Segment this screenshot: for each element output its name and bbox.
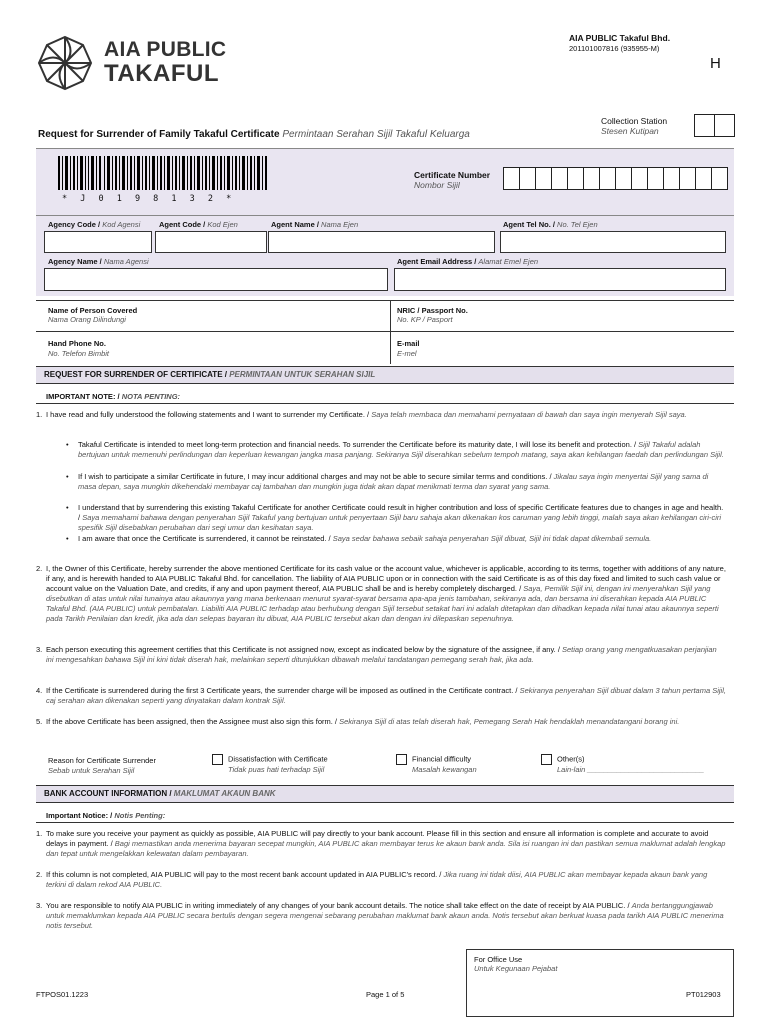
certificate-number-label-ms: Nombor Sijil [414, 180, 460, 190]
doc-ref: PT012903 [686, 990, 721, 999]
certificate-number-label: Certificate Number [414, 170, 491, 180]
corner-letter: H [710, 55, 721, 72]
collection-station-label: Collection Station [601, 116, 668, 126]
checkbox-icon[interactable] [212, 754, 223, 765]
bullet-2: • If I wish to participate a similar Certificate in future, I may incur additional charges and may not be able to secure similar terms and conditions. / Jikalau saya ingin menyertai Sijil yang sama di masa depan, saya mungkin dikehendaki membayar caj tambahan dan mungkin juga tidak akan dapat menikmati terma dan syarat yang sama. [66, 472, 709, 491]
divider [390, 300, 391, 364]
surrender-point-3: 3. Each person executing this agreement certifies that this Certificate is not assigned now, except as indicated below by the signature of the assignee, if any. / Setiap orang yang mengatkuasakan perjanjian ini mengesahkan bahawa Sijil ini kini tidak diserah hak, melainkan seperti ditunjukkan dibawah melalui tandatangan pemegang serah hak, jika ada. [36, 645, 717, 664]
divider [36, 331, 734, 332]
bank-section-header: BANK ACCOUNT INFORMATION / MAKLUMAT AKAUN BANK [36, 785, 734, 803]
agency-code-input[interactable] [44, 231, 152, 253]
reason-option-dissatisfaction[interactable]: Dissatisfaction with Certificate [212, 754, 328, 765]
bank-important-notice: Important Notice: / Notis Penting: [46, 811, 166, 820]
bank-point-3: 3. You are responsible to notify AIA PUBLIC in writing immediately of any changes of your bank account details. The notice shall take effect on the date of receipt by AIA PUBLIC. / Anda bertanggungjawab untuk memaklumkan kepada AIA PUBLIC secara bertulis dengan segera mengenai sebarang perubahan maklumat bank akaun anda. Notis tersebut akan berkuat kuasa pada tarikh AIA PUBLIC menerima notis tersebut. [36, 901, 724, 930]
company-logo-icon [36, 34, 94, 92]
reason-label: Reason for Certificate Surrender [48, 756, 156, 765]
reason-label-ms: Sebab untuk Serahan Sijil [48, 766, 135, 775]
phone-label: Hand Phone No. [48, 339, 106, 348]
divider [36, 403, 734, 404]
agent-tel-input[interactable] [500, 231, 726, 253]
reason-option-financial-ms: Masalah kewangan [412, 765, 477, 774]
bullet-4: • I am aware that once the Certificate is surrendered, it cannot be reinstated. / Saya sedar bahawa sebaik sahaja penyerahan Sijil dibuat, Sijil ini tidak dapat dikembali semula. [66, 534, 652, 543]
nric-label: NRIC / Passport No. [397, 306, 468, 315]
office-use-label-ms: Untuk Kegunaan Pejabat [474, 964, 558, 973]
person-name-label-ms: Nama Orang Dilindungi [48, 315, 126, 324]
agent-name-label: Agent Name / Nama Ejen [271, 220, 359, 229]
logo-text-line2: TAKAFUL [104, 60, 220, 87]
nric-label-ms: No. KP / Pasport [397, 315, 453, 324]
bank-point-1: 1. To make sure you receive your payment as quickly as possible, AIA PUBLIC will pay directly to your bank account. Please fill in this section and ensure all information is complete and accurate to avoid delays in payment. / Bagi memastikan anda menerima bayaran secepat mungkin, AIA PUBLIC akan membayar terus ke akaun bank anda. Sila isi ruangan ini dan pastikan semua maklumat adalah lengkap dan tepat untuk mengelakkan kelewatan dalam pembayaran. [36, 829, 726, 858]
agent-email-label: Agent Email Address / Alamat Emel Ejen [397, 257, 539, 266]
company-name: AIA PUBLIC Takaful Bhd. [569, 33, 671, 43]
agency-name-input[interactable] [44, 268, 388, 291]
important-note: IMPORTANT NOTE: / NOTA PENTING: [46, 392, 181, 401]
barcode-text: * J 0 1 9 8 1 3 2 * [62, 194, 236, 204]
reason-option-dissatisfaction-ms: Tidak puas hati terhadap Sijil [228, 765, 325, 774]
checkbox-icon[interactable] [541, 754, 552, 765]
email-label: E-mail [397, 339, 420, 348]
surrender-point-5: 5. If the above Certificate has been assigned, then the Assignee must also sign this form. / Sekiranya Sijil di atas telah diserah hak, Pemegang Serah Hak hendaklah menandatangani borang ini. [36, 717, 680, 726]
person-name-label: Name of Person Covered [48, 306, 138, 315]
divider [36, 822, 734, 823]
reason-option-others-ms: Lain-lain ____________________________ [557, 765, 705, 774]
agent-tel-label: Agent Tel No. / No. Tel Ejen [503, 220, 598, 229]
agent-code-label: Agent Code / Kod Ejen [159, 220, 238, 229]
surrender-section-header: REQUEST FOR SURRENDER OF CERTIFICATE / PERMINTAAN UNTUK SERAHAN SIJIL [36, 366, 734, 384]
surrender-point-4: 4. If the Certificate is surrendered during the first 3 Certificate years, the surrender charge will be imposed as outlined in the Certificate contract. / Sekiranya penyerahan Sijil dibuat dalam 3 tahun pertama Sijil, caj serahan akan dikenakan seperti yang dinyatakan dalam kontrak Sijil. [36, 686, 726, 705]
company-reg-no: 201101007816 (935955-M) [569, 44, 660, 53]
divider [36, 300, 734, 301]
agency-code-label: Agency Code / Kod Agensi [48, 220, 141, 229]
phone-label-ms: No. Telefon Bimbit [48, 349, 110, 358]
logo-text-line1: AIA PUBLIC [104, 38, 227, 61]
agent-code-input[interactable] [155, 231, 267, 253]
surrender-point-2: 2. I, the Owner of this Certificate, hereby surrender the above mentioned Certificate for its cash value or the account value, whichever is applicable, according to its terms, together with additions of any nature, if any, and is herewith handed to AIA PUBLIC Takaful Bhd. for cancellation. The liability of AIA PUBLIC upon or in connection with the said Certificate is as of this day fixed and limited to such cash value or account value on the Valuation Date, and credits, if any and upon payment thereof, AIA PUBLIC shall be and is hereby completely discharged. / Saya, Pemilik Sijil ini, dengan ini menyerahkan Sijil yang disebutkan di atas untuk nilai tunainya atau akaunnya yang mana berkenaan menurut syarat-syarat bersama apa-apa jenis tambahan, sekiranya ada, dan bersama ini diserahkan kepada AIA PUBLIC Takaful Bhd. (AIA PUBLIC) untuk pembatalan. Liabiliti AIA PUBLIC terhadap atau berhubung dengan Sijil tersebut setakat hari ini adalah ditetapkan dan dihadkan kepada nilai tunai atau akaunnya seperti pada Tarikh Penilaian dan kredit, jika ada dan selepas bayaran itu dibuat, AIA PUBLIC tersebut akan dan dengan ini dilepaskan sepenuhnya. [36, 564, 726, 623]
office-use-label: For Office Use [474, 955, 523, 964]
agency-name-label: Agency Name / Nama Agensi [48, 257, 149, 266]
barcode-icon [58, 156, 268, 192]
agent-name-input[interactable] [268, 231, 495, 253]
bullet-3: • I understand that by surrendering this existing Takaful Certificate for another Certificate could result in higher contribution and loss of specific Certificate features due to changes in age and health. / Saya memahami bahawa dengan penyerahan Sijil Takaful yang bertujuan untuk penyertaan Sijil baru sahaja akan dikenakan kos caruman yang lebih tinggi, malah saya akan kehilangan ciri-ciri spesifik Sijil disebabkan perubahan dari segi umur dan kesihatan saya. [66, 503, 724, 532]
surrender-point-1: 1. I have read and fully understood the following statements and I want to surrender my Certificate. / Saya telah membaca dan memahami pernyataan di bawah dan saya ingin menyerah Sijil saya. [36, 410, 687, 419]
email-label-ms: E-mel [397, 349, 417, 358]
page-number: Page 1 of 5 [366, 990, 405, 999]
bullet-1: • Takaful Certificate is intended to meet long-term protection and financial needs. To surrender the Certificate before its maturity date, I will lose its benefit and protection. / Sijil Takaful adalah bertujuan untuk memenuhi perlindungan dan keperluan kewangan jangka masa panjang. Sekiranya Sijil diserahkan sebelum tempoh matang, saya akan kehilangan faedah dan perlindungan Sijil. [66, 440, 724, 459]
agent-email-input[interactable] [394, 268, 726, 291]
reason-option-others[interactable]: Other(s) [541, 754, 585, 765]
reason-option-financial[interactable]: Financial difficulty [396, 754, 471, 765]
certificate-number-field[interactable] [503, 167, 728, 190]
collection-station-label-ms: Stesen Kutipan [601, 126, 659, 136]
collection-station-boxes[interactable] [694, 114, 735, 137]
checkbox-icon[interactable] [396, 754, 407, 765]
bank-point-2: 2. If this column is not completed, AIA PUBLIC will pay to the most recent bank account updated in AIA PUBLIC's record. / Jika ruang ini tidak diisi, AIA PUBLIC akan membayar kepada akaun bank yang terkini di dalam rekod AIA PUBLIC. [36, 870, 708, 889]
form-title: Request for Surrender of Family Takaful Certificate Permintaan Serahan Sijil Takaful Keluarga [38, 129, 470, 140]
form-code: FTPOS01.1223 [36, 990, 89, 999]
